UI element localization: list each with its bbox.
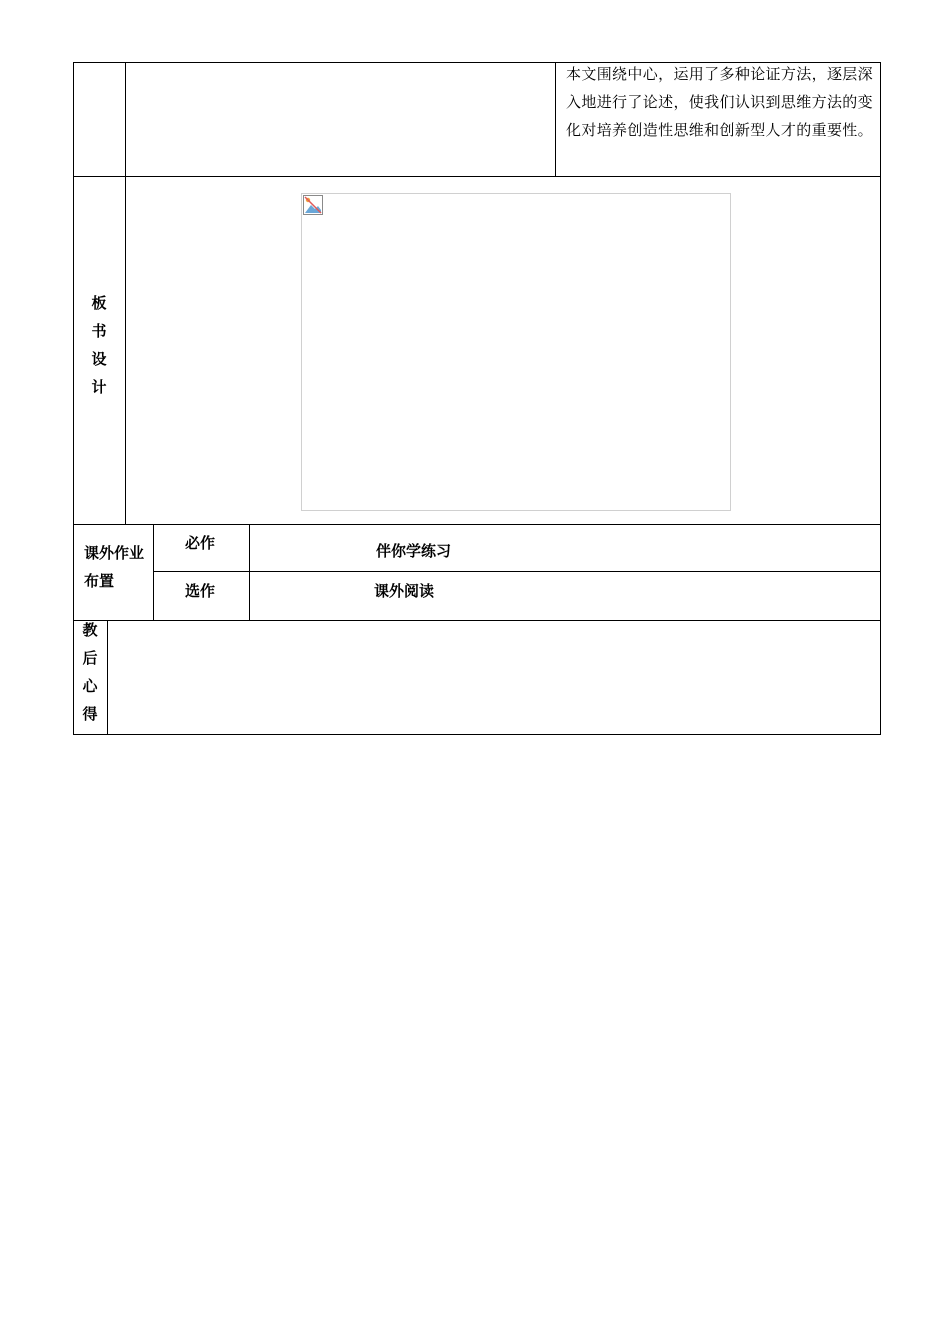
board-design-image (301, 193, 731, 511)
broken-image-icon (303, 195, 323, 215)
reflection-label-char: 得 (82, 705, 98, 723)
board-design-label-char: 板 (91, 294, 107, 312)
reflection-label-char: 教 (82, 621, 98, 639)
reflection-label-char: 心 (82, 677, 98, 695)
required-homework-content: 伴你学练习 (376, 542, 452, 560)
optional-homework-label: 选作 (185, 582, 216, 600)
board-design-label (89, 289, 109, 401)
required-homework-label: 必作 (185, 534, 216, 552)
board-design-label-char: 书 (91, 322, 107, 340)
board-design-label-char: 计 (91, 378, 107, 396)
reflection-label (80, 616, 100, 728)
reflection-label-char: 后 (82, 649, 98, 667)
optional-homework-content: 课外阅读 (374, 582, 435, 600)
homework-label: 课外作业布置 (84, 544, 145, 590)
board-design-label-char: 设 (91, 350, 107, 368)
lesson-summary-text: 本文围绕中心，运用了多种论证方法，逐层深入地进行了论述，使我们认识到思维方法的变化对培养创造性思维和创新型人才的重要性。 (566, 65, 874, 139)
reflection-content-area (108, 621, 880, 734)
